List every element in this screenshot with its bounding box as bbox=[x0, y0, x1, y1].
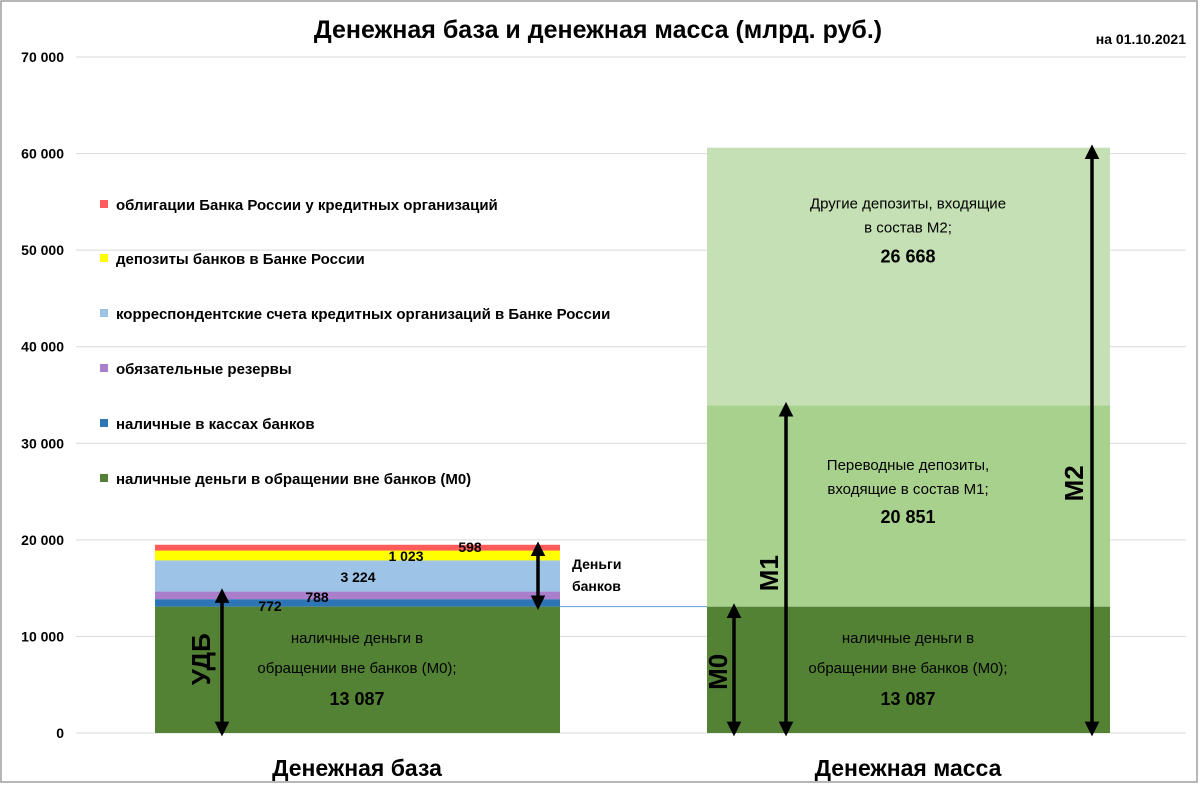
segment-value: 13 087 bbox=[880, 688, 936, 709]
segment-label: в состав М2; bbox=[864, 219, 952, 237]
segment-label: Другие депозиты, входящие bbox=[809, 195, 1007, 213]
legend-label: наличные в кассах банков bbox=[116, 416, 315, 433]
legend-label: наличные деньги в обращении вне банков (М0) bbox=[116, 471, 472, 488]
segment-label: наличные деньги в bbox=[841, 629, 975, 647]
category-label: Денежная база bbox=[272, 755, 442, 781]
bar-segment bbox=[707, 148, 1110, 406]
category-label: Денежная масса bbox=[814, 755, 1002, 781]
legend-swatch bbox=[100, 474, 108, 482]
legend-swatch bbox=[100, 254, 108, 262]
legend-swatch bbox=[100, 309, 108, 317]
annotation-label: М1 bbox=[754, 555, 784, 592]
segment-value: 788 bbox=[305, 589, 329, 605]
legend-label: обязательные резервы bbox=[116, 361, 292, 378]
legend-label: корреспондентские счета кредитных организаций в Банке России bbox=[116, 306, 611, 323]
bar-segment bbox=[155, 599, 560, 606]
legend-swatch bbox=[100, 364, 108, 372]
segment-value: 772 bbox=[258, 598, 282, 614]
segment-value: 13 087 bbox=[329, 688, 385, 709]
bar-segment bbox=[155, 592, 560, 600]
segment-label: наличные деньги в bbox=[290, 629, 424, 647]
segment-label: обращении вне банков (М0); bbox=[257, 659, 457, 677]
y-tick-label: 60 000 bbox=[21, 145, 64, 162]
y-tick-label: 10 000 bbox=[21, 628, 64, 645]
annotation-label: банков bbox=[572, 578, 621, 594]
legend-label: депозиты банков в Банке России bbox=[116, 251, 365, 268]
segment-value: 3 224 bbox=[340, 569, 376, 585]
bar-segment bbox=[155, 545, 560, 551]
y-tick-label: 20 000 bbox=[21, 531, 64, 548]
segment-value: 26 668 bbox=[880, 246, 936, 267]
y-tick-label: 70 000 bbox=[21, 49, 64, 65]
date-label: на 01.10.2021 bbox=[1095, 31, 1186, 47]
segment-label: обращении вне банков (М0); bbox=[808, 659, 1008, 677]
y-tick-label: 40 000 bbox=[21, 338, 64, 355]
bar-segment bbox=[155, 551, 560, 561]
segment-value: 598 bbox=[458, 539, 482, 555]
annotation-label: УДБ bbox=[186, 633, 216, 686]
segment-value: 1 023 bbox=[388, 548, 424, 564]
annotation-label: М0 bbox=[703, 653, 733, 690]
y-tick-label: 0 bbox=[56, 725, 64, 741]
segment-value: 20 851 bbox=[880, 506, 936, 527]
y-tick-label: 30 000 bbox=[21, 435, 64, 452]
chart-title: Денежная база и денежная масса (млрд. руб.) bbox=[313, 16, 883, 44]
legend-swatch bbox=[100, 419, 108, 427]
y-tick-label: 50 000 bbox=[21, 242, 64, 259]
annotation-label: Деньги bbox=[572, 556, 622, 572]
segment-label: Переводные депозиты, bbox=[826, 456, 990, 474]
annotation-label: М2 bbox=[1059, 465, 1089, 502]
segment-label: входящие в состав М1; bbox=[827, 480, 989, 498]
legend-swatch bbox=[100, 200, 108, 208]
legend-label: облигации Банка России у кредитных организаций bbox=[116, 197, 498, 214]
